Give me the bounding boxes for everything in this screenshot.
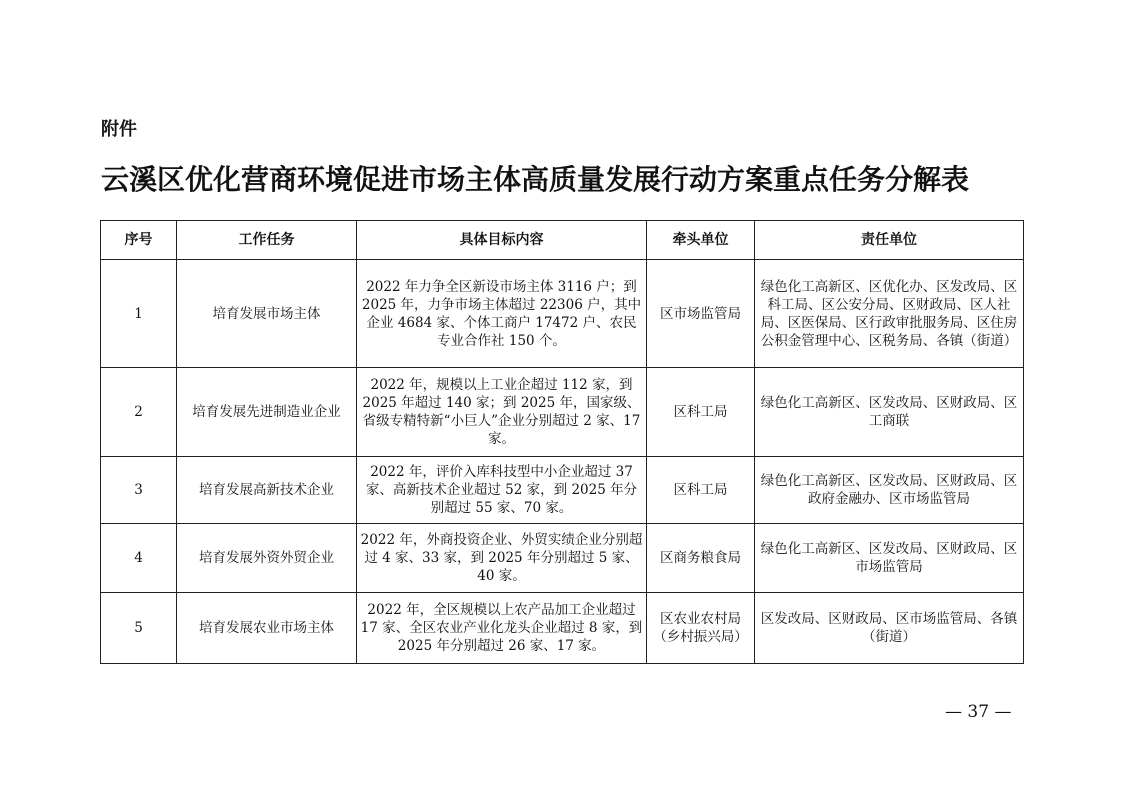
header-target: 具体目标内容 (357, 221, 647, 260)
table-row (101, 260, 1024, 368)
table-row (101, 593, 1024, 664)
row-responsible: 绿色化工高新区、区发改局、区财政局、区工商联 (755, 368, 1024, 457)
page-number: — 37 — (945, 702, 1012, 722)
row-task: 培育发展先进制造业企业 (177, 368, 357, 457)
row-index: 5 (101, 593, 177, 664)
row-lead: 区科工局 (647, 368, 755, 457)
row-task: 培育发展市场主体 (177, 260, 357, 368)
row-task: 培育发展外资外贸企业 (177, 524, 357, 593)
row-lead: 区市场监管局 (647, 260, 755, 368)
row-lead: 区商务粮食局 (647, 524, 755, 593)
table-row (101, 368, 1024, 457)
header-responsible: 责任单位 (755, 221, 1024, 260)
row-target: 2022 年力争全区新设市场主体 3116 户；到 2025 年，力争市场主体超过 22306 户，其中企业 4684 家、个体工商户 17472 户、农民专业合作社 150 个。 (357, 260, 647, 368)
task-breakdown-table (100, 220, 1024, 664)
row-task: 培育发展高新技术企业 (177, 457, 357, 524)
table-row (101, 457, 1024, 524)
header-index: 序号 (101, 221, 177, 260)
row-target: 2022 年，全区规模以上农产品加工企业超过 17 家、全区农业产业化龙头企业超过 8 家，到 2025 年分别超过 26 家、17 家。 (357, 593, 647, 664)
row-index: 3 (101, 457, 177, 524)
header-task: 工作任务 (177, 221, 357, 260)
row-responsible: 绿色化工高新区、区发改局、区财政局、区市场监管局 (755, 524, 1024, 593)
row-lead: 区农业农村局（乡村振兴局） (647, 593, 755, 664)
row-target: 2022 年，规模以上工业企超过 112 家，到 2025 年超过 140 家；到 2025 年，国家级、省级专精特新“小巨人”企业分别超过 2 家、17 家。 (357, 368, 647, 457)
row-index: 4 (101, 524, 177, 593)
row-responsible: 绿色化工高新区、区发改局、区财政局、区政府金融办、区市场监管局 (755, 457, 1024, 524)
table-row (101, 524, 1024, 593)
row-target: 2022 年，外商投资企业、外贸实绩企业分别超过 4 家、33 家，到 2025 年分别超过 5 家、40 家。 (357, 524, 647, 593)
header-lead: 牵头单位 (647, 221, 755, 260)
attachment-label: 附件 (101, 119, 137, 140)
document-title: 云溪区优化营商环境促进市场主体高质量发展行动方案重点任务分解表 (101, 163, 970, 196)
row-target: 2022 年，评价入库科技型中小企业超过 37 家、高新技术企业超过 52 家，到 2025 年分别超过 55 家、70 家。 (357, 457, 647, 524)
row-responsible: 绿色化工高新区、区优化办、区发改局、区科工局、区公安分局、区财政局、区人社局、区医保局、区行政审批服务局、区住房公积金管理中心、区税务局、各镇（街道） (755, 260, 1024, 368)
row-task: 培育发展农业市场主体 (177, 593, 357, 664)
table-header-row (101, 221, 1024, 260)
row-index: 2 (101, 368, 177, 457)
row-index: 1 (101, 260, 177, 368)
row-lead: 区科工局 (647, 457, 755, 524)
row-responsible: 区发改局、区财政局、区市场监管局、各镇（街道） (755, 593, 1024, 664)
